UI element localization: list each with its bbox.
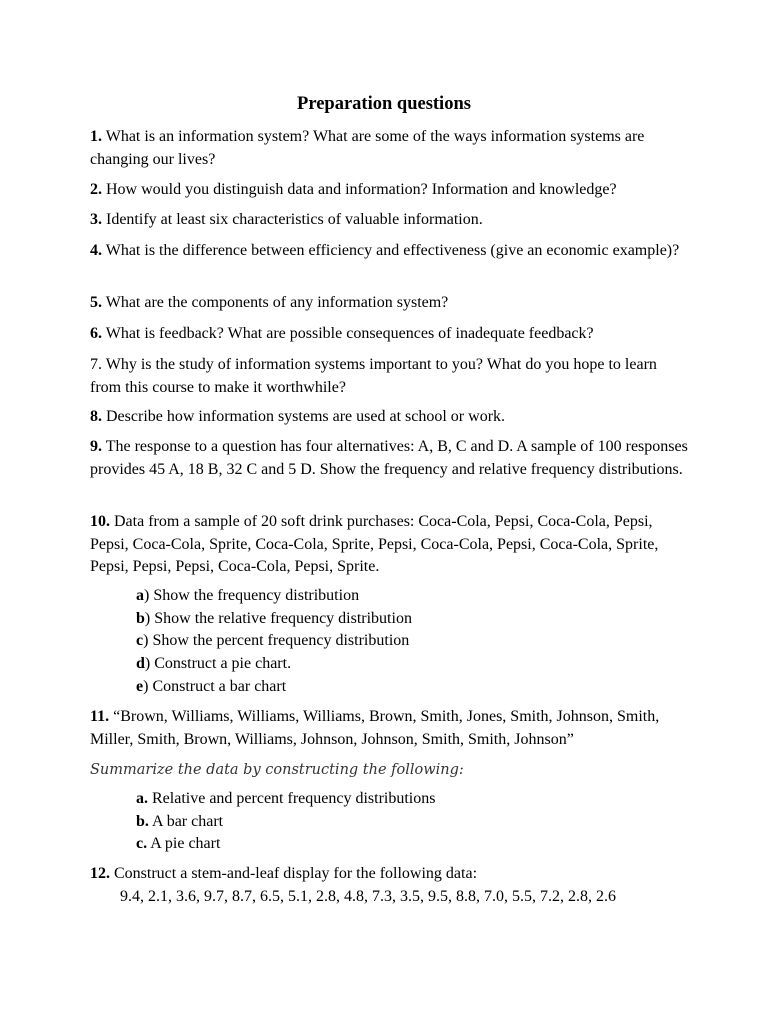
subitem-b (136, 608, 696, 631)
question-4 (90, 240, 690, 263)
subitem-b (136, 811, 696, 834)
question-number: 2. (90, 181, 102, 198)
question-11 (90, 706, 690, 751)
question-text: What are the components of any information system? (105, 294, 449, 311)
question-3 (90, 209, 690, 232)
subitem-text: ) Construct a pie chart. (144, 655, 292, 673)
question-7 (90, 354, 690, 399)
question-text: Construct a stem-and-leaf display for the following data: (114, 865, 478, 882)
question-number: 1. (90, 128, 102, 145)
question-11-subitems (136, 788, 696, 856)
question-number: 4. (90, 242, 102, 259)
subitem-letter: a (136, 587, 144, 604)
subitem-letter: b (136, 609, 145, 627)
subitem-text: A bar chart (148, 812, 224, 830)
subitem-letter: e (136, 677, 144, 695)
question-text: What is the difference between efficiency and effectiveness (give an economic example)? (105, 242, 680, 259)
question-9 (90, 436, 690, 481)
question-text: Describe how information systems are used at school or work. (106, 408, 506, 425)
subitem-text: Relative and percent frequency distributions (148, 790, 436, 807)
subitem-text: ) Show the percent frequency distribution (143, 632, 410, 650)
question-12 (90, 863, 690, 886)
subitem-letter: d (136, 655, 145, 673)
subitem-c (136, 833, 696, 856)
question-number: 6. (90, 325, 102, 342)
question-number: 11. (90, 708, 110, 725)
question-number: 7. (90, 356, 102, 373)
subitem-text: ) Show the relative frequency distribution (144, 609, 412, 627)
question-5 (90, 292, 690, 315)
question-text: Data from a sample of 20 soft drink purchases: Coca-Cola, Pepsi, Coca-Cola, Pepsi, Pepsi, Coca-Cola, Sprite, Coca-Cola, Sprite, Pepsi, Coca-Cola, Pepsi, Coca-Cola, Sprite, Pepsi, Pepsi, Pepsi, Coca-Cola, Pepsi, Sprite. (90, 513, 659, 575)
question-8 (90, 406, 690, 429)
question-text: Why is the study of information systems important to you? What do you hope to learn from this course to make it worthwhile? (90, 356, 657, 396)
question-number: 12. (90, 865, 110, 882)
subitem-d (136, 653, 696, 676)
question-2 (90, 179, 690, 202)
subitem-letter: c. (136, 835, 148, 853)
question-10 (90, 511, 690, 579)
subitem-a (136, 585, 696, 608)
question-text: “Brown, Williams, Williams, Williams, Brown, Smith, Jones, Smith, Johnson, Smith, Miller, Smith, Brown, Williams, Johnson, Johnson, Smith, Smith, Johnson” (90, 708, 660, 748)
question-number: 8. (90, 408, 102, 425)
question-text: Identify at least six characteristics of valuable information. (106, 211, 483, 228)
page-title: Preparation questions (297, 94, 471, 114)
subitem-e (136, 676, 696, 699)
question-text: What is an information system? What are some of the ways information systems are changing our lives? (90, 128, 645, 168)
subitem-text: A pie chart (147, 835, 221, 853)
question-number: 5. (90, 294, 102, 311)
question-text: How would you distinguish data and information? Information and knowledge? (106, 181, 617, 198)
question-text: The response to a question has four alternatives: A, B, C and D. A sample of 100 responses provides 45 A, 18 B, 32 C and 5 D. Show the frequency and relative frequency distributions. (90, 438, 688, 478)
subitem-letter: c (136, 632, 144, 650)
subitem-letter: a. (136, 790, 148, 807)
question-6 (90, 323, 690, 346)
subitem-letter: b. (136, 812, 149, 830)
question-number: 9. (90, 438, 102, 455)
question-number: 3. (90, 211, 102, 228)
q12-data: 9.4, 2.1, 3.6, 9.7, 8.7, 6.5, 5.1, 2.8, 4.8, 7.3, 3.5, 9.5, 8.8, 7.0, 5.5, 7.2, 2.8, 2.6 (120, 888, 616, 905)
subitem-a (136, 788, 696, 811)
question-number: 10. (90, 513, 110, 530)
question-text: What is feedback? What are possible consequences of inadequate feedback? (105, 325, 594, 342)
question-10-subitems (136, 585, 696, 699)
q11-instruction: Summarize the data by constructing the following: (90, 762, 464, 778)
subitem-text: ) Construct a bar chart (143, 677, 287, 695)
subitem-c (136, 630, 696, 653)
subitem-text: ) Show the frequency distribution (144, 587, 360, 604)
question-1 (90, 126, 690, 171)
